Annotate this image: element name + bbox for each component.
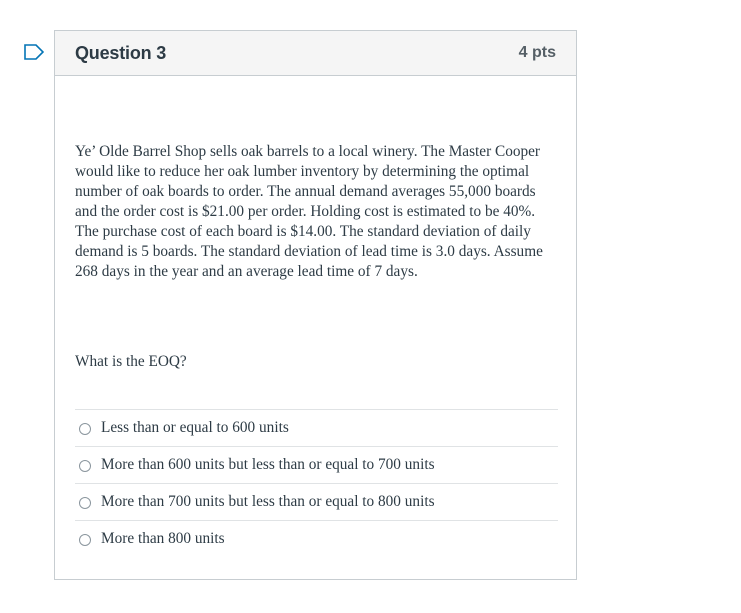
answer-option-3[interactable] [75,483,558,520]
answer-label[interactable]: More than 700 units but less than or equal to 800 units [101,493,435,510]
radio-button[interactable] [79,497,91,509]
answer-label[interactable]: Less than or equal to 600 units [101,419,289,436]
question-prompt: What is the EOQ? [75,353,187,370]
answer-option-4[interactable] [75,520,558,557]
answer-list [75,409,558,557]
radio-button[interactable] [79,534,91,546]
answer-option-1[interactable] [75,409,558,446]
question-title: Question 3 [75,42,167,63]
flag-question-icon[interactable] [24,44,44,60]
answer-label[interactable]: More than 600 units but less than or equal to 700 units [101,456,435,473]
question-text: Ye’ Olde Barrel Shop sells oak barrels to a local winery. The Master Cooper would like to reduce her oak lumber inventory by determining the optimal number of oak boards to order. The annual demand averages 55,000 boards and the order cost is $21.00 per order. Holding cost is estimated to be 40%. The purchase cost of each board is $14.00. The standard deviation of daily demand is 5 boards. The standard deviation of lead time is 3.0 days. Assume 268 days in the year and an average lead time of 7 days. [75,143,543,280]
answer-label[interactable]: More than 800 units [101,530,225,547]
radio-button[interactable] [79,460,91,472]
radio-button[interactable] [79,423,91,435]
answer-option-2[interactable] [75,446,558,483]
question-card [54,30,577,580]
question-points: 4 pts [518,44,556,61]
question-header [55,31,576,76]
